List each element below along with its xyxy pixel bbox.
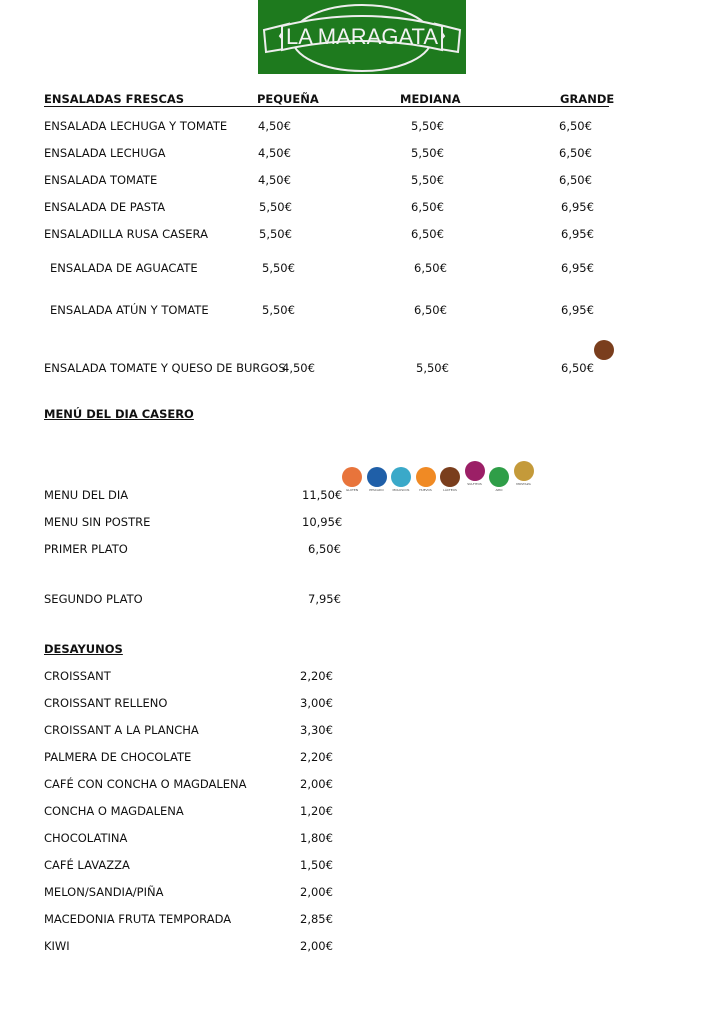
salad-price: 5,50€ (411, 173, 444, 187)
menu-item-name: MENU DEL DIA (44, 488, 129, 502)
breakfast-item-price: 3,00€ (300, 696, 333, 710)
salad-name: ENSALADA LECHUGA (44, 146, 166, 160)
salad-price: 6,50€ (559, 173, 592, 187)
breakfast-header: DESAYUNOS (44, 642, 123, 656)
salads-header: ENSALADAS FRESCAS (44, 92, 257, 107)
salad-name: ENSALADA DE AGUACATE (50, 261, 198, 275)
allergen-label: MOSTAZA (516, 482, 531, 486)
menu-item-name: MENU SIN POSTRE (44, 515, 151, 529)
salad-price: 4,50€ (258, 119, 291, 133)
col-large: GRANDE (560, 92, 615, 106)
salad-price: 5,50€ (262, 303, 295, 317)
menu-item-price: 10,95€ (302, 515, 343, 529)
menu-item-price: 7,95€ (308, 592, 341, 606)
breakfast-item-price: 2,20€ (300, 669, 333, 683)
menu-item-name: PRIMER PLATO (44, 542, 128, 556)
salad-price: 5,50€ (259, 227, 292, 241)
allergen-icon-gluten (342, 467, 362, 487)
allergen-icon-moluscos (391, 467, 411, 487)
salad-price: 6,50€ (414, 303, 447, 317)
breakfast-item-name: CROISSANT RELLENO (44, 696, 168, 710)
menu-header: MENÚ DEL DIA CASERO (44, 407, 194, 421)
menu-item-name: SEGUNDO PLATO (44, 592, 143, 606)
salad-price: 6,95€ (561, 227, 594, 241)
svg-text:LA MARAGATA: LA MARAGATA (285, 24, 439, 49)
breakfast-item-price: 2,85€ (300, 912, 333, 926)
breakfast-item-name: CHOCOLATINA (44, 831, 128, 845)
breakfast-item-name: CAFÉ CON CONCHA O MAGDALENA (44, 777, 247, 791)
allergen-label: MOLUSCOS (392, 488, 410, 492)
salad-price: 6,50€ (559, 119, 592, 133)
salad-price: 4,50€ (258, 173, 291, 187)
salad-price: 6,95€ (561, 200, 594, 214)
salad-price: 5,50€ (262, 261, 295, 275)
breakfast-item-price: 3,30€ (300, 723, 333, 737)
allergen-icon-pescado (367, 467, 387, 487)
breakfast-item-price: 2,00€ (300, 777, 333, 791)
salad-name: ENSALADA LECHUGA Y TOMATE (44, 119, 228, 133)
salad-price: 4,50€ (282, 361, 315, 375)
salad-name: ENSALADA DE PASTA (44, 200, 166, 214)
breakfast-item-name: PALMERA DE CHOCOLATE (44, 750, 192, 764)
breakfast-item-price: 1,20€ (300, 804, 333, 818)
menu-item-price: 6,50€ (308, 542, 341, 556)
salad-price: 5,50€ (259, 200, 292, 214)
breakfast-item-name: KIWI (44, 939, 70, 953)
allergen-icon-sulfitos (465, 461, 485, 481)
breakfast-item-price: 1,50€ (300, 858, 333, 872)
allergen-label: LÁCTEOS (443, 488, 457, 492)
breakfast-item-name: CROISSANT (44, 669, 111, 683)
salad-price: 5,50€ (411, 119, 444, 133)
breakfast-item-price: 2,00€ (300, 939, 333, 953)
allergen-label: GLUTEN (345, 488, 358, 492)
salad-name: ENSALADA ATÚN Y TOMATE (50, 303, 209, 317)
breakfast-item-name: CONCHA O MAGDALENA (44, 804, 184, 818)
allergen-label: HUEVOS (419, 488, 432, 492)
allergen-label: APIO (495, 488, 503, 492)
salad-price: 6,50€ (411, 200, 444, 214)
salad-price: 6,50€ (559, 146, 592, 160)
logo (258, 0, 466, 74)
salad-name: ENSALADA TOMATE (44, 173, 158, 187)
salad-price: 4,50€ (258, 146, 291, 160)
allergen-label: PESCADO (369, 488, 384, 492)
allergen-label: SULFITOS (467, 482, 482, 486)
allergen-icon-huevos (416, 467, 436, 487)
salad-price: 6,95€ (561, 261, 594, 275)
breakfast-item-price: 2,00€ (300, 885, 333, 899)
breakfast-item-name: MACEDONIA FRUTA TEMPORADA (44, 912, 232, 926)
salad-name: ENSALADA TOMATE Y QUESO DE BURGOS (44, 361, 286, 375)
salad-price: 6,50€ (561, 361, 594, 375)
salad-price: 5,50€ (411, 146, 444, 160)
salad-price: 5,50€ (416, 361, 449, 375)
menu-item-price: 11,50€ (302, 488, 343, 502)
logo-banner (258, 0, 466, 74)
salad-price: 6,50€ (414, 261, 447, 275)
allergen-icon-apio (489, 467, 509, 487)
breakfast-item-price: 1,80€ (300, 831, 333, 845)
breakfast-item-name: CROISSANT A LA PLANCHA (44, 723, 199, 737)
col-small: PEQUEÑA (257, 92, 400, 107)
salad-name: ENSALADILLA RUSA CASERA (44, 227, 208, 241)
breakfast-item-name: CAFÉ LAVAZZA (44, 858, 130, 872)
salad-price: 6,95€ (561, 303, 594, 317)
breakfast-item-name: MELON/SANDIA/PIÑA (44, 885, 164, 899)
dairy-icon (594, 340, 614, 360)
col-medium: MEDIANA (400, 92, 560, 107)
allergen-icon-lácteos (440, 467, 460, 487)
allergen-icon-mostaza (514, 461, 534, 481)
breakfast-item-price: 2,20€ (300, 750, 333, 764)
salad-price: 6,50€ (411, 227, 444, 241)
